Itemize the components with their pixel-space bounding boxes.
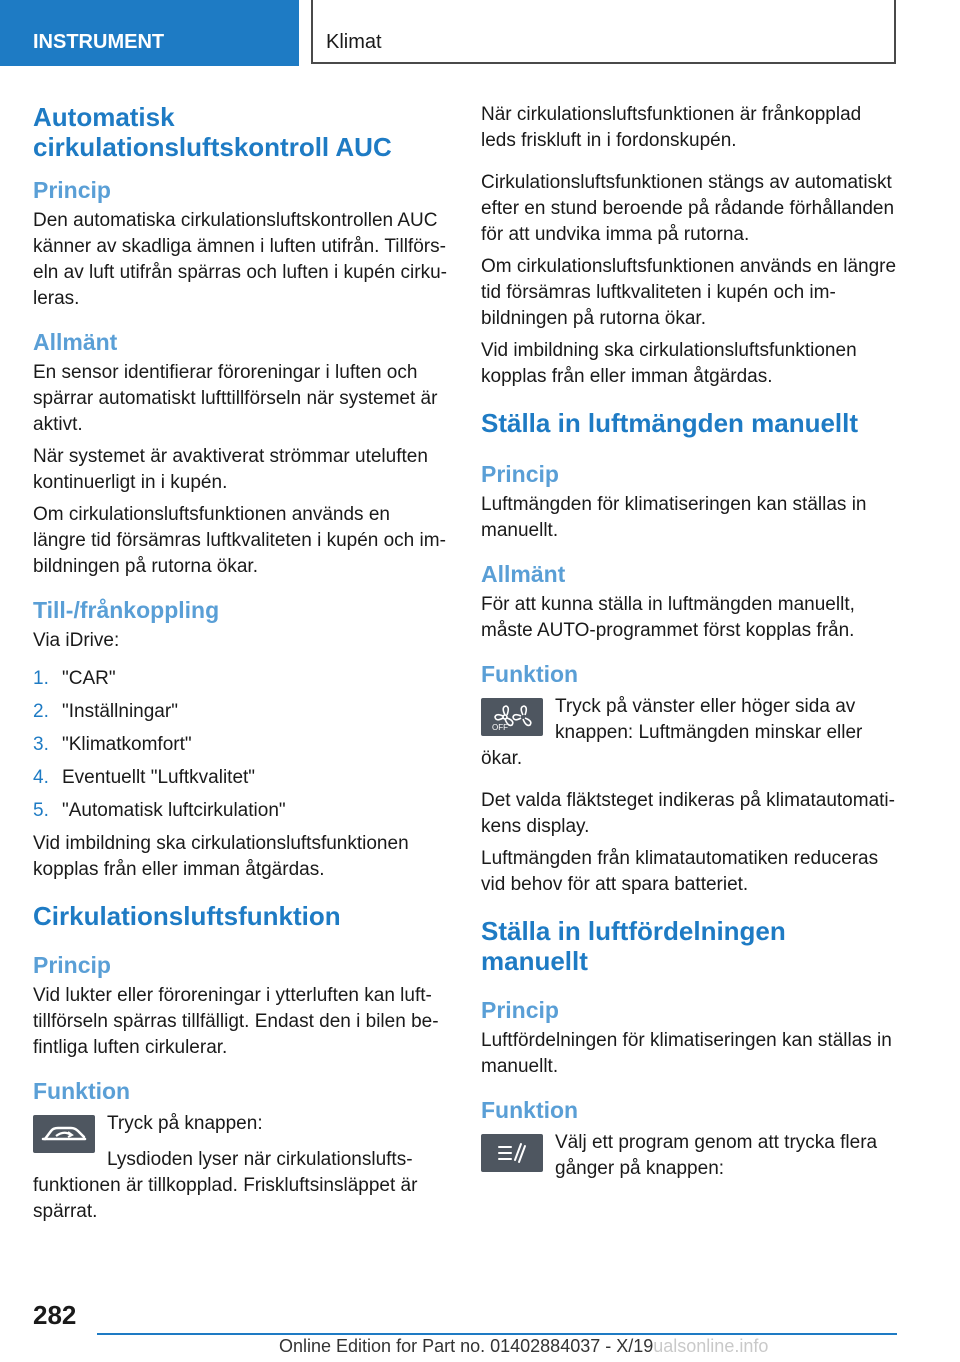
section-tab: INSTRUMENT bbox=[0, 0, 299, 66]
funktion-heading-3: Funktion bbox=[481, 1097, 579, 1123]
watermark-text: ualsonline.info bbox=[653, 1336, 769, 1356]
right-column bbox=[481, 102, 897, 1188]
princip-paragraph-4: Luftfördelningen för klimatiseringen kan ställas in manuellt. bbox=[481, 1030, 892, 1077]
list-item: 2. "Inställningar" bbox=[33, 701, 178, 722]
luftmangd-heading: Ställa in luftmängden manuellt bbox=[481, 408, 859, 438]
funktion-heading-2: Funktion bbox=[481, 661, 579, 687]
list-item: 5. "Automatisk luftcirkulation" bbox=[33, 800, 286, 821]
funktion-paragraph-4: Det valda fläktsteget indikeras på klimatautomatikens display. bbox=[481, 790, 895, 837]
cirkulation-heading: Cirkulationsluftsfunktion bbox=[33, 901, 341, 931]
princip-heading-3: Princip bbox=[481, 461, 559, 487]
funktion-paragraph-6: Välj ett program genom att trycka flera gånger på knappen: bbox=[555, 1132, 878, 1179]
princip-paragraph-2: Vid lukter eller föroreningar i ytterluften kan lufttillförseln spärras tillfälligt. Endast den i bilen befintliga luften cirkulerar. bbox=[33, 985, 439, 1058]
air-distribution-icon bbox=[481, 1134, 543, 1172]
list-item: 4. Eventuellt "Luftkvalitet" bbox=[33, 767, 256, 788]
right-paragraph-3: Om cirkulationsluftsfunktionen används en längre tid försämras luftkvaliteten i kupén och imbildningen på rutorna ökar. bbox=[481, 256, 897, 329]
recirculation-icon bbox=[33, 1115, 95, 1153]
funktion-heading: Funktion bbox=[33, 1078, 131, 1104]
allmant-paragraph-4: För att kunna ställa in luftmängden manuellt, måste AUTO-programmet först kopplas från. bbox=[481, 594, 855, 641]
auc-heading: Automatisk cirkulationsluftskontroll AUC bbox=[33, 102, 392, 162]
footer-divider bbox=[97, 1333, 897, 1335]
via-idrive-text: Via iDrive: bbox=[33, 630, 120, 651]
allmant-paragraph-2: När systemet är avaktiverat strömmar uteluften kontinuerligt in i kupén. bbox=[33, 446, 428, 493]
princip-heading-2: Princip bbox=[33, 952, 111, 978]
funktion-paragraph-2: Lysdioden lyser när cirkulationsluftsfunktionen är tillkopplad. Friskluftsinsläppet är spärrat. bbox=[33, 1149, 418, 1222]
princip-heading-4: Princip bbox=[481, 997, 559, 1023]
fan-icon bbox=[481, 698, 543, 736]
funktion-paragraph-1: Tryck på knappen: bbox=[107, 1113, 263, 1134]
till-fran-heading: Till-/frånkoppling bbox=[33, 597, 220, 623]
page-header bbox=[0, 0, 960, 66]
recirculation-function bbox=[33, 1111, 448, 1225]
fan-off-label: OFF bbox=[492, 723, 508, 732]
fan-function bbox=[481, 694, 897, 778]
imbildning-paragraph: Vid imbildning ska cirkulationsluftsfunktionen kopplas från eller imman åtgärdas. bbox=[33, 833, 409, 880]
princip-paragraph-3: Luftmängden för klimatiseringen kan ställas in manuellt. bbox=[481, 494, 867, 541]
right-paragraph-1: När cirkulationsluftsfunktionen är frånkopplad leds friskluft in i fordonskupén. bbox=[481, 104, 862, 151]
allmant-heading-2: Allmänt bbox=[481, 561, 566, 587]
allmant-paragraph-3: Om cirkulationsluftsfunktionen används en längre tid försämras luftkvaliteten i kupén och imbildningen på rutorna ökar. bbox=[33, 504, 446, 577]
list-item: 1. "CAR" bbox=[33, 668, 116, 689]
edition-text: Online Edition for Part no. 01402884037 - X/19ualsonline.info bbox=[279, 1336, 769, 1356]
funktion-paragraph-5: Luftmängden från klimatautomatiken reduceras vid behov för att spara batteriet. bbox=[481, 848, 879, 895]
princip-paragraph: Den automatiska cirkulationsluftskontrollen AUC känner av skadliga ämnen i luften utifrån. Tillförseln av luft utifrån spärras och luften i kupén cirkuleras. bbox=[33, 210, 447, 309]
air-distribution-function bbox=[481, 1130, 897, 1182]
funktion-paragraph-3: Tryck på vänster eller höger sida av knappen: Luftmängden minskar eller ökar. bbox=[481, 696, 863, 769]
list-item: 3. "Klimatkomfort" bbox=[33, 734, 192, 755]
luftfordelning-heading: Ställa in luftfördelningen manuellt bbox=[481, 916, 786, 976]
idrive-steps-list bbox=[33, 666, 448, 824]
page-footer bbox=[0, 1290, 960, 1362]
allmant-paragraph-1: En sensor identifierar föroreningar i luften och spärrar automatiskt lufttillförseln när systemet är aktivt. bbox=[33, 362, 438, 435]
right-paragraph-2: Cirkulationsluftsfunktionen stängs av automatiskt efter en stund beroende på rådande förhållanden för att undvika imma på rutorna. bbox=[481, 172, 895, 245]
allmant-heading: Allmänt bbox=[33, 329, 118, 355]
princip-heading: Princip bbox=[33, 177, 111, 203]
left-column bbox=[33, 102, 448, 1231]
chapter-tab: Klimat bbox=[311, 0, 896, 64]
right-paragraph-4: Vid imbildning ska cirkulationsluftsfunktionen kopplas från eller imman åtgärdas. bbox=[481, 340, 857, 387]
page-number: 282 bbox=[33, 1300, 77, 1330]
